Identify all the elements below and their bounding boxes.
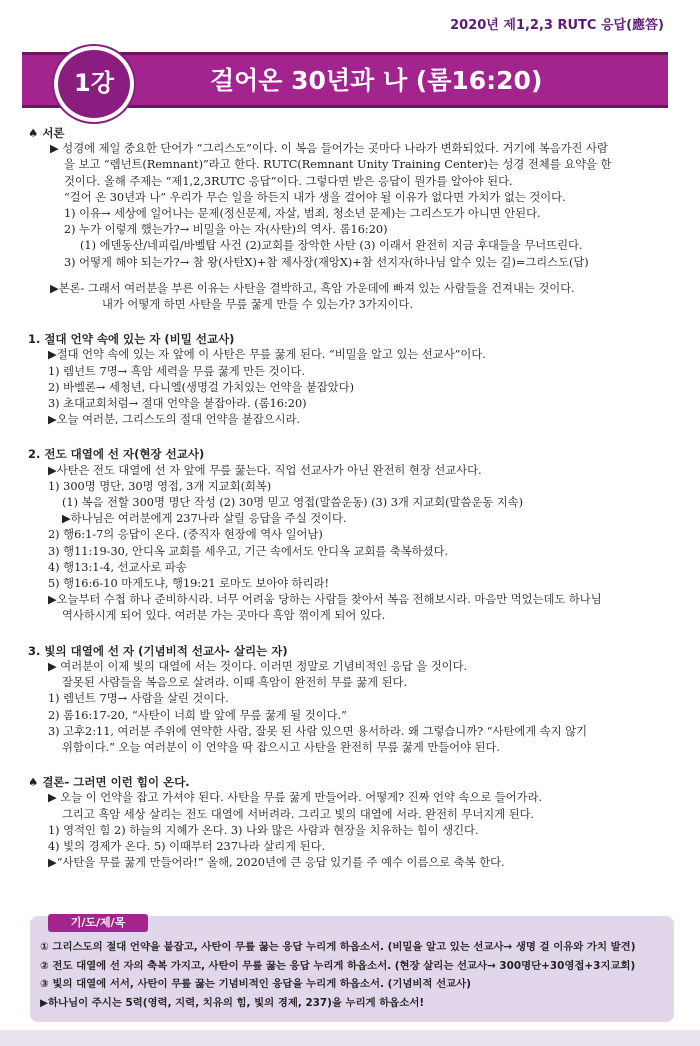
intro-line: 것이다. 올해 주제는 “제1,2,3RUTC 응답”이다. 그렇다면 받은 응답이 뭔가를 알아야 된다.	[64, 174, 513, 188]
section1-line: 2) 바벨론→ 세청년, 다니엘(생명걸 가치있는 언약을 붙잡았다)	[48, 380, 355, 394]
section1-heading: 1. 절대 언약 속에 있는 자 (비밀 선교사)	[28, 332, 235, 347]
section2-line: 5) 행16:6-10 마게도냐, 행19:21 로마도 보아야 하리라!	[48, 577, 330, 591]
intro-line: 2) 누가 이렇게 했는가?→ 비밀을 아는 자(사탄)의 역사. 롬16:20)	[64, 223, 388, 237]
conclusion-line: ▶ 오늘 이 언약을 잡고 가셔야 된다. 사탄을 무릎 꿇게 만들어라. 어떻게? 진짜 언약 속으로 들어가라.	[48, 791, 543, 805]
page-title: 걸어온 30년과 나 (롬16:20)	[210, 66, 543, 95]
prayer-label: 기/도/제/목	[48, 914, 148, 932]
section2-line: ▶사탄은 전도 대열에 선 자 앞에 무릎 꿇는다. 직업 선교사가 아닌 완전히 현장 선교사다.	[48, 463, 482, 477]
intro-line: (1) 에덴동산/네피림/바벨탑 사건 (2)교회를 장악한 사탄 (3) 이래서 완전히 지금 후대들을 무너뜨린다.	[80, 239, 583, 253]
prayer-item: ▶하나님이 주시는 5력(영력, 지력, 치유의 힘, 빛의 경제, 237)을 누리게 하옵소서!	[40, 996, 425, 1009]
section3-line: 1) 렘넌트 7명→ 사람을 살린 것이다.	[48, 692, 229, 706]
section2-line: 역사하시게 되어 있다. 여러분 가는 곳마다 흑암 꺾이게 되어 있다.	[62, 609, 386, 623]
prayer-item: ① 그리스도의 절대 언약을 붙잡고, 사탄이 무릎 꿇는 응답 누리게 하옵소서. (비밀을 알고 있는 선교사→ 생명 걸 이유와 가치 발견)	[40, 941, 636, 953]
sermon-body	[28, 125, 678, 871]
section3-line: 위함이다.” 오늘 여러분이 이 언약을 딱 잡으시고 사탄을 완전히 무릎 꿇게 만들어야 된다.	[62, 740, 500, 754]
prayer-item: ② 전도 대열에 선 자의 축복 가지고, 사탄이 무릎 꿇는 응답 누리게 하옵소서. (현장 살리는 선교사→ 300명단+30영접+3지교회)	[40, 959, 636, 972]
section2-line: 1) 300명 명단, 30명 영접, 3개 지교회(회복)	[48, 479, 272, 493]
intro-line: 1) 이유→ 세상에 일어나는 문제(정신문제, 자살, 범죄, 청소년 문제)는 그리스도가 아니면 안된다.	[64, 207, 541, 221]
section2-line: ▶오늘부터 수첩 하나 준비하시라. 너무 어려움 당하는 사람들 찾아서 복음 전해보시라. 마음만 먹었는데도 하나님	[48, 593, 602, 607]
conclusion-heading: ♠ 결론- 그러면 이런 힘이 온다.	[28, 775, 190, 790]
prayer-list	[40, 938, 670, 1012]
conclusion-line: 1) 영적인 힘 2) 하늘의 지혜가 온다. 3) 나와 많은 사람과 현장을 치유하는 힘이 생긴다.	[48, 823, 479, 837]
intro-line: “걸어 온 30년과 나” 우리가 무슨 일을 하든지 내가 생을 걸어야 될 이유가 없다면 가치가 없는 것이다.	[64, 190, 566, 204]
section1-line: ▶절대 언약 속에 있는 자 앞에 이 사탄은 무릎 꿇게 된다. “비밀을 알고 있는 선교사”이다.	[48, 348, 486, 362]
lesson-badge: 1강	[54, 46, 134, 122]
section2-line: 3) 행11:19-30, 안디옥 교회를 세우고, 기근 속에서도 안디옥 교회를 축복하셨다.	[48, 544, 449, 558]
conclusion-line: ▶“사탄을 무릎 꿇게 만들어라!” 올해, 2020년에 큰 응답 있기를 주 예수 이름으로 축복 한다.	[48, 856, 505, 870]
main-body-line: 내가 어떻게 하면 사탄을 무릎 꿇게 만들 수 있는가? 3가지이다.	[102, 298, 414, 312]
section2-line: 2) 행6:1-7의 응답이 온다. (중직자 현장에 역사 일어남)	[48, 528, 323, 542]
section1-line: 3) 초대교회처럼→ 절대 언약을 붙잡아라. (롬16:20)	[48, 397, 307, 411]
section2-line: 4) 행13:1-4, 선교사로 파송	[48, 560, 187, 574]
intro-heading: ♠ 서론	[28, 126, 65, 140]
series-label: 2020년 제1,2,3 RUTC 응답(應答)	[450, 18, 664, 33]
section3-line: ▶ 여러분이 이제 빛의 대열에 서는 것이다. 이러면 정말로 기념비적인 응답 을 것이다.	[48, 659, 468, 673]
conclusion-line: 4) 빛의 경제가 온다. 5) 이때부터 237나라 살리게 된다.	[48, 839, 326, 853]
intro-line: 을 보고 “렘넌트(Remnant)”라고 한다. RUTC(Remnant Unity Training Center)는 성경 전체를 요약을 한	[64, 158, 612, 172]
intro-line: 3) 어떻게 해야 되는가?→ 참 왕(사탄X)+참 제사장(재앙X)+참 선지자(하나님 알수 있는 길)=그리스도(답)	[64, 255, 589, 269]
section2-heading: 2. 전도 대열에 선 자(현장 선교사)	[28, 447, 205, 462]
section3-line: 2) 롬16:17-20, “사탄이 너희 발 앞에 무릎 꿇게 될 것이다.”	[48, 708, 347, 722]
section3-line: 3) 고후2:11, 여러분 주위에 연약한 사람, 잘못 된 사람 있으면 용서하라. 왜 그렇습니까? “사탄에게 속지 않기	[48, 724, 588, 738]
section1-line: 1) 렘넌트 7명→ 흑암 세력을 무릎 꿇게 만든 것이다.	[48, 364, 305, 378]
section3-line: 잘못된 사람들을 복음으로 살려라. 이때 흑암이 완전히 무릎 꿇게 된다.	[62, 676, 408, 690]
section1-line: ▶오늘 여러분, 그리스도의 절대 언약을 붙잡으시라.	[48, 413, 301, 427]
intro-line: ▶ 성경에 제일 중요한 단어가 “그리스도”이다. 이 복음 들어가는 곳마다 나라가 변화되었다. 거기에 복음가진 사람	[50, 142, 608, 156]
section2-line: ▶하나님은 여러분에게 237나라 살릴 응답을 주실 것이다.	[62, 512, 347, 526]
bottom-band	[0, 1030, 700, 1046]
conclusion-line: 그리고 흑암 세상 살리는 전도 대열에 서버려라. 그리고 빛의 대열에 서라. 완전히 무너지게 된다.	[62, 807, 535, 821]
section2-line: (1) 복음 전할 300명 명단 작성 (2) 30명 믿고 영접(말씀운동) (3) 3개 지교회(말씀운동 지속)	[62, 496, 524, 510]
prayer-item: ③ 빛의 대열에 서서, 사탄이 무릎 꿇는 기념비적인 응답을 누리게 하옵소서. (기념비적 선교사)	[40, 978, 471, 991]
main-body-line: ▶본론- 그래서 여러분을 부른 이유는 사탄을 결박하고, 흑암 가운데에 빠져 있는 사람들을 건져내는 것이다.	[50, 281, 575, 295]
section3-heading: 3. 빛의 대열에 선 자 (기념비적 선교사- 살리는 자)	[28, 643, 288, 658]
